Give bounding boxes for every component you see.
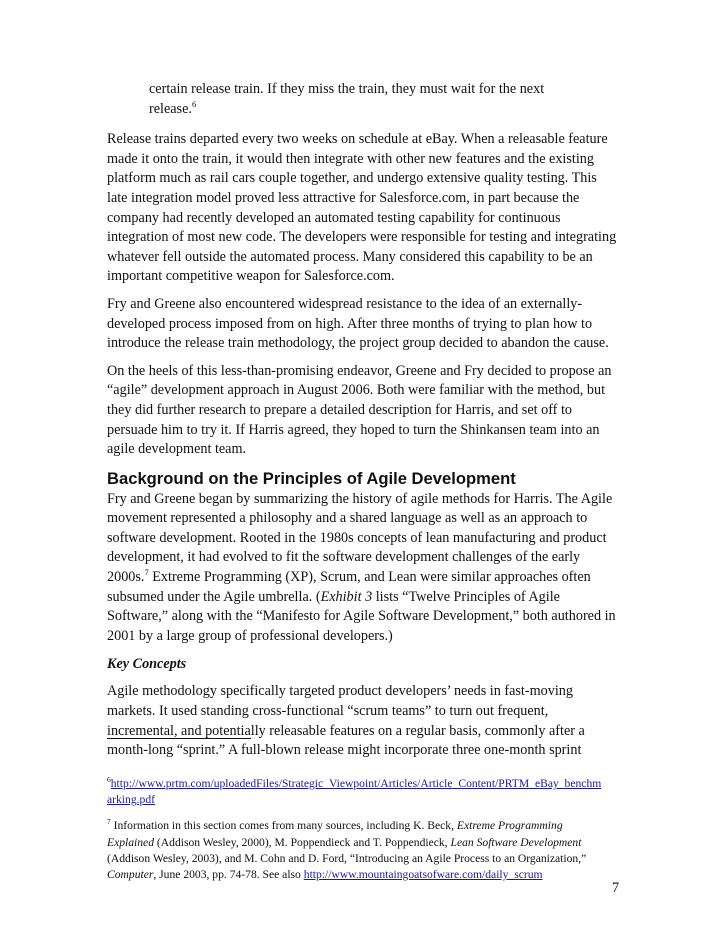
text-line: 2001 by a large group of professional developers.) [107,627,393,644]
text-line: Release trains departed every two weeks on schedule at eBay. When a releasable feature [107,131,608,148]
footnote-ref-6[interactable]: 6 [191,98,197,109]
paragraph-resistance [107,295,627,354]
text-line: Fry and Greene began by summarizing the history of agile methods for Harris. The Agile [107,490,613,507]
continued-quote [107,80,627,119]
text-line: platform much as rail cars couple together, and undergo extensive quality testing. This [107,170,597,187]
text-line: whatever fell outside the automated process. Many considered this capability to be an [107,248,593,265]
text-line: Software,” along with the “Manifesto for Agile Software Development,” both authored in [107,608,616,625]
text-line: “agile” development approach in August 2006. Both were familiar with the method, but [107,382,606,399]
paragraph-key-concepts [107,682,627,760]
footnote-7 [107,818,627,883]
paragraph-agile-proposal [107,362,627,460]
text-fragment: Extreme Programming (XP), Scrum, and Lean were similar approaches often [148,569,591,586]
paragraph-agile-history [107,490,627,647]
quote-line: certain release train. If they miss the train, they must wait for the next [149,81,545,97]
section-heading: Background on the Principles of Agile Development [107,468,516,488]
text-line: developed process imposed from on high. After three months of trying to plan how to [107,315,593,332]
footnote-line [107,835,627,851]
text-fragment: subsumed under the Agile umbrella. ( [107,588,321,605]
footnotes [107,776,627,893]
footnote-number: 6 [107,775,111,784]
quote-line [149,100,627,120]
text-fragment: 2000s. [107,569,145,586]
footnote-line [107,818,627,834]
footnote-link-prtm-cont[interactable]: arking.pdf [107,793,155,807]
footnote-line [107,867,627,883]
text-line [107,568,627,588]
footnote-number: 7 [107,817,111,827]
footnote-6 [107,776,627,808]
text-line: late integration model proved less attractive for Salesforce.com, in part because the [107,189,580,206]
text-line: movement represented a philosophy and a shared language as well as an approach to [107,510,588,527]
footnote-separator [107,738,251,739]
text-line: Fry and Greene also encountered widespread resistance to the idea of an externally- [107,295,583,312]
text-line: integration of most new code. The developers were responsible for testing and integrating [107,229,617,246]
text-line: incremental, and potentially releasable features on a regular basis, commonly after a [107,722,585,739]
footnote-link-mountaingoat[interactable]: http://www.mountaingoatsofware.com/daily_scrum [303,868,543,882]
page-body [107,80,627,769]
text-line: company had recently developed an automated testing capability for continuous [107,209,561,226]
book-title: Extreme Programming [456,819,563,833]
book-title: Lean Software Development [450,835,582,849]
text-line: made it onto the train, it would then integrate with other new features and the existing [107,150,594,167]
text-line: markets. It used standing cross-functional “scrum teams” to turn out frequent, [107,703,549,720]
quote-line-text: release. [149,100,192,117]
text-line [107,588,627,608]
text-line: Agile methodology specifically targeted product developers’ needs in fast-moving [107,683,573,700]
text-line: software development. Rooted in the 1980s concepts of lean manufacturing and product [107,529,607,546]
text-line: development, it had evolved to fit the software development challenges of the early [107,549,581,566]
text-line: persuade him to try it. If Harris agreed, they hoped to turn the Shinkansen team into an [107,421,600,438]
page-number: 7 [612,880,620,896]
book-title: Explained [107,835,155,849]
footnote-ref-7[interactable]: 7 [144,567,149,578]
footnote-text: Information in this section comes from many sources, including K. Beck, [110,819,457,833]
footnote-line: (Addison Wesley, 2003), and M. Cohn and D. Ford, “Introducing an Agile Process to an Organization,” [107,851,587,865]
exhibit-reference: Exhibit 3 [320,588,373,605]
footnote-line [107,776,627,792]
footnote-line [107,792,627,808]
text-line: they did further research to prepare a detailed description for Harris, and set off to [107,401,572,418]
subsection-heading: Key Concepts [107,656,187,673]
paragraph-release-trains [107,130,627,287]
text-line: On the heels of this less-than-promising endeavor, Greene and Fry decided to propose an [107,362,612,379]
text-line: month-long “sprint.” A full-blown release might incorporate three one-month sprint [107,742,582,759]
journal-title: Computer [107,868,154,882]
text-line: introduce the release train methodology, the project group decided to abandon the cause. [107,335,609,352]
footnote-link-prtm[interactable]: http://www.prtm.com/uploadedFiles/Strategic_Viewpoint/Articles/Article_Content/PRTM_eBay_benchm [110,777,602,790]
footnote-text: , June 2003, pp. 74-78. See also [153,868,304,882]
text-fragment: lists “Twelve Principles of Agile [372,588,560,605]
text-line: agile development team. [107,441,247,458]
text-line: important competitive weapon for Salesforce.com. [107,268,395,285]
footnote-text: (Addison Wesley, 2000), M. Poppendieck and T. Poppendieck, [154,835,451,849]
